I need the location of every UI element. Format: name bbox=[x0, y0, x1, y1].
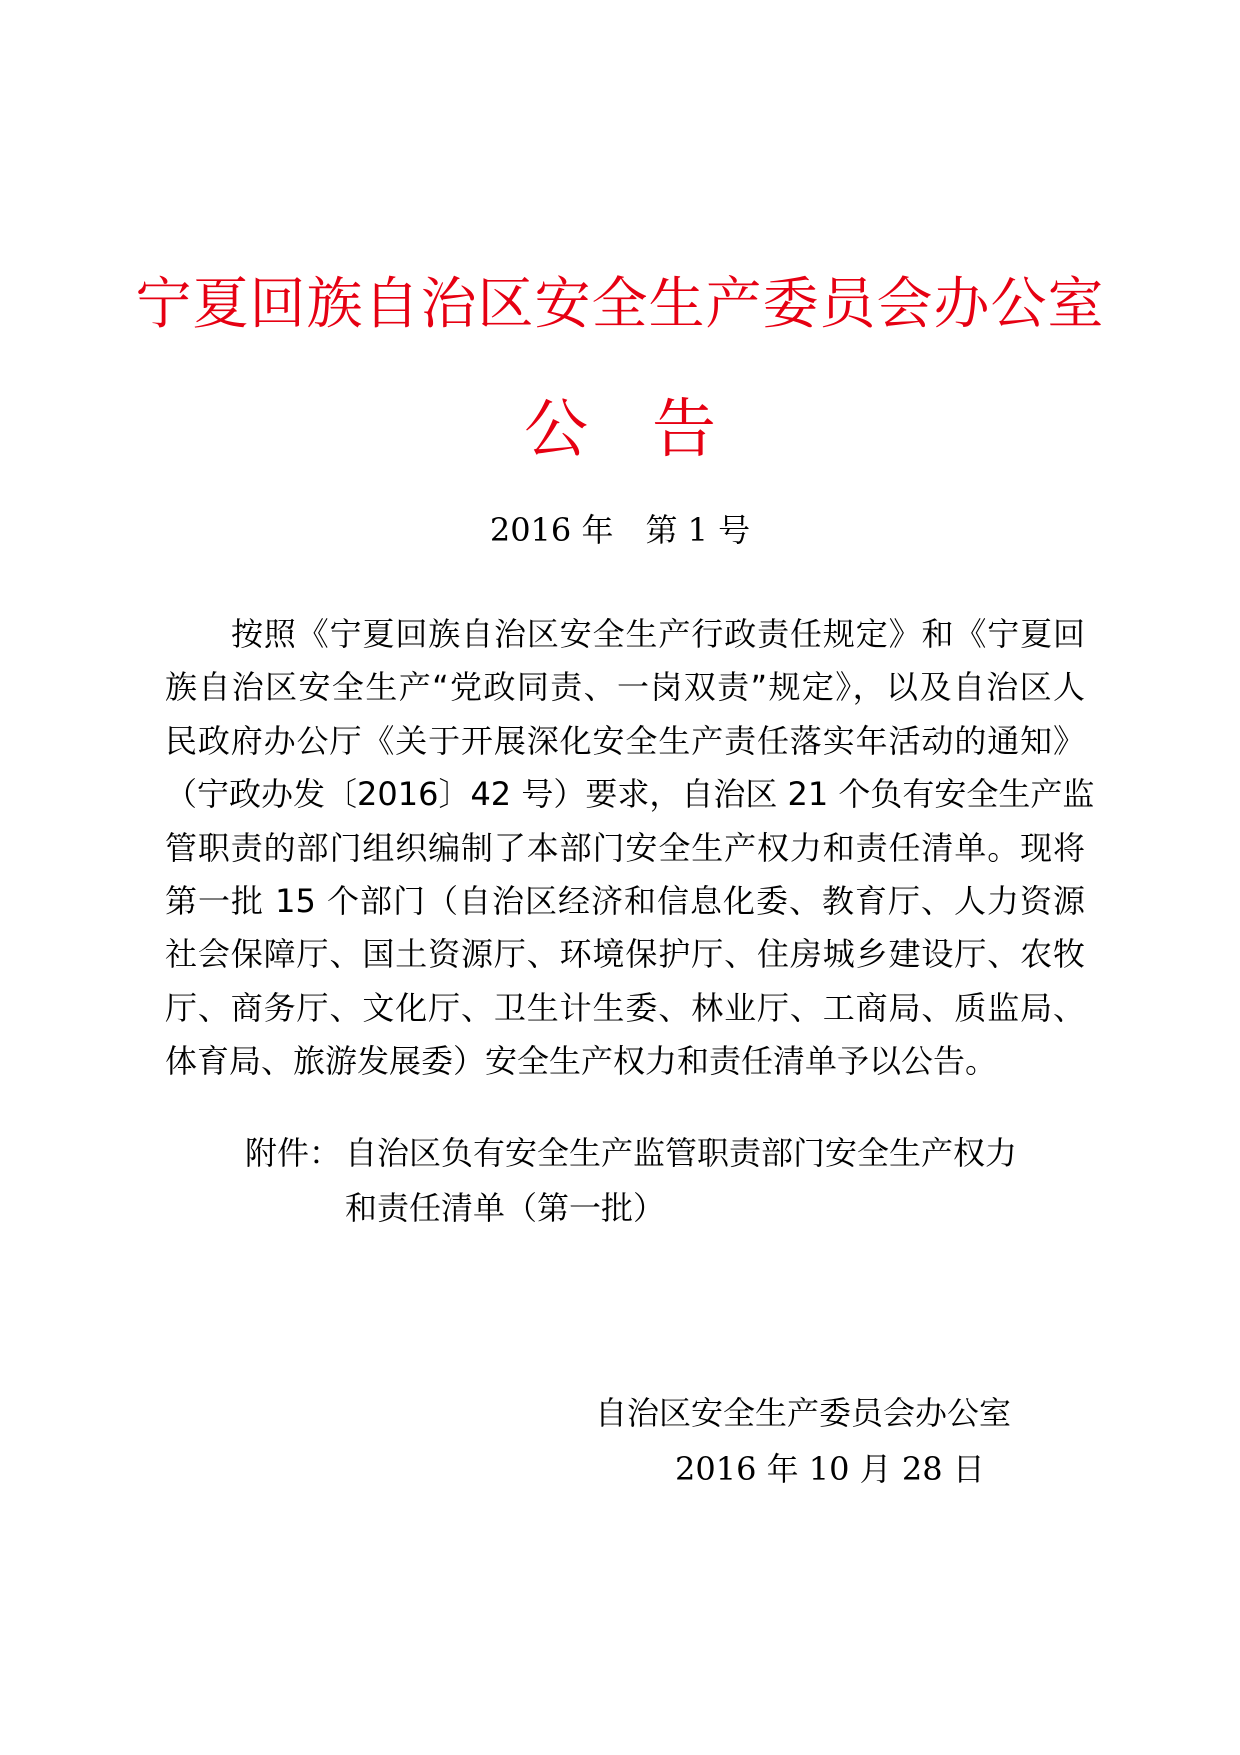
body-line: （宁政办发〔2016〕42 号）要求，自治区 21 个负有安全生产监 bbox=[165, 775, 1095, 814]
body-line: 族自治区安全生产“党政同责、一岗双责”规定》，以及自治区人 bbox=[165, 668, 1085, 707]
attachment-label: 附件： bbox=[245, 1134, 342, 1172]
body-line: 民政府办公厅《关于开展深化安全生产责任落实年活动的通知》 bbox=[165, 721, 1085, 760]
body-line: 管职责的部门组织编制了本部门安全生产权力和责任清单。现将 bbox=[165, 828, 1085, 867]
body-line: 第一批 15 个部门（自治区经济和信息化委、教育厅、人力资源 bbox=[165, 881, 1085, 920]
body-line: 厅、商务厅、文化厅、卫生计生委、林业厅、工商局、质监局、 bbox=[165, 988, 1085, 1027]
attachment-title-line: 和责任清单（第一批） bbox=[345, 1189, 666, 1227]
signature-date: 2016 年 10 月 28 日 bbox=[675, 1450, 985, 1488]
issue-number: 2016 年 第 1 号 bbox=[489, 511, 751, 549]
attachment-title bbox=[345, 1126, 1045, 1236]
signature-organization: 自治区安全生产委员会办公室 bbox=[595, 1394, 1012, 1432]
body-paragraph bbox=[165, 608, 1095, 1089]
signature-block bbox=[595, 1385, 1035, 1497]
body-line: 按照《宁夏回族自治区安全生产行政责任规定》和《宁夏回 bbox=[231, 615, 1085, 653]
attachment-title-line: 自治区负有安全生产监管职责部门安全生产权力 bbox=[345, 1134, 1018, 1172]
notice-title: 公 告 bbox=[524, 393, 716, 467]
issuing-organization-title: 宁夏回族自治区安全生产委员会办公室 bbox=[135, 272, 1105, 337]
body-line: 社会保障厅、国土资源厅、环境保护厅、住房城乡建设厅、农牧 bbox=[165, 935, 1085, 974]
body-line: 体育局、旅游发展委）安全生产权力和责任清单予以公告。 bbox=[165, 1042, 998, 1081]
